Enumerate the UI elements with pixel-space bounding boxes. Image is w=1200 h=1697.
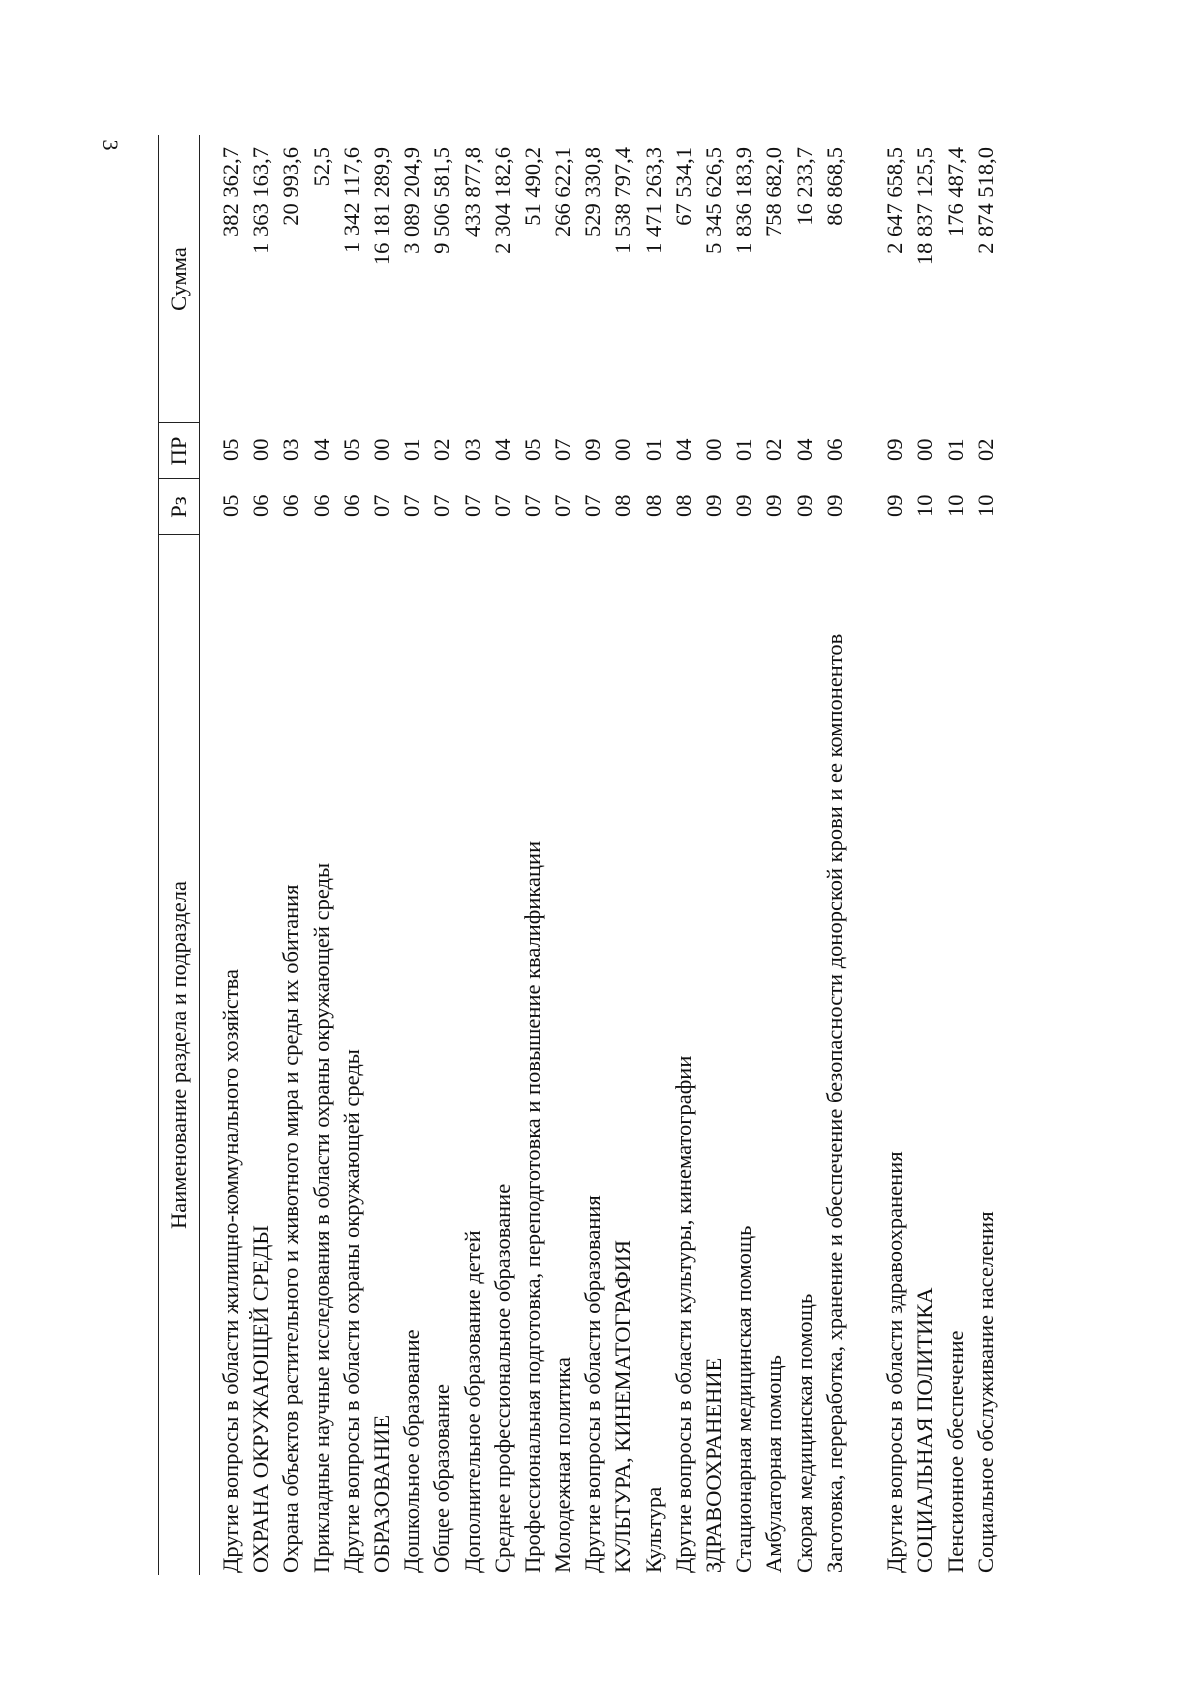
row-rz: 09: [761, 494, 787, 517]
row-rz: 09: [821, 494, 847, 517]
row-pr: 00: [701, 438, 726, 461]
budget-table: [158, 135, 998, 1575]
row-sum: 1 471 263,3: [640, 147, 666, 254]
table-row: [488, 135, 518, 1575]
row-pr: 05: [218, 438, 243, 461]
page-number: 3: [98, 139, 123, 151]
row-sum: 382 362,7: [218, 147, 243, 237]
row-pr: 00: [368, 438, 394, 461]
row-rz: 08: [610, 494, 636, 517]
row-name: Стационарная медицинская помощь: [731, 1225, 757, 1573]
row-rz: 07: [429, 494, 455, 517]
table-row: [216, 135, 246, 1575]
row-pr: 05: [519, 438, 545, 461]
row-rz: 09: [701, 494, 726, 517]
row-sum: 1 342 117,6: [338, 147, 364, 254]
row-rz: 09: [882, 494, 908, 517]
table-row: [337, 135, 367, 1575]
row-sum: 16 181 289,9: [368, 147, 394, 266]
table-row: [367, 135, 397, 1575]
table-row: [518, 135, 548, 1575]
row-name: Социальное обслуживание населения: [972, 1211, 998, 1573]
row-rz: 07: [550, 494, 576, 517]
row-pr: 00: [610, 438, 636, 461]
table-header: [158, 135, 200, 1575]
table-row: [397, 135, 427, 1575]
table-row: [790, 135, 820, 1575]
row-name: Дополнительное образование детей: [459, 1230, 485, 1573]
row-sum: 51 490,2: [519, 147, 545, 226]
row-name: ОБРАЗОВАНИЕ: [368, 1414, 394, 1573]
row-name: Среднее профессиональное образование: [489, 1183, 515, 1573]
row-sum: 86 868,5: [821, 147, 847, 226]
row-pr: 04: [670, 438, 696, 461]
row-name: Прикладные научные исследования в области охраны окружающей среды: [308, 862, 334, 1573]
table-row: [820, 135, 880, 1575]
row-sum: 1 363 163,7: [248, 147, 274, 254]
row-pr: 09: [580, 438, 606, 461]
table-row: [910, 135, 940, 1575]
row-rz: 07: [519, 494, 545, 517]
row-pr: 01: [731, 438, 757, 461]
row-name: Заготовка, переработка, хранение и обеспечение безопасности донорской крови и ее компонентов: [821, 633, 847, 1573]
row-name: Дошкольное образование: [399, 1329, 425, 1573]
row-pr: 04: [308, 438, 334, 461]
row-sum: 18 837 125,5: [912, 147, 938, 266]
header-sum: Сумма: [166, 247, 191, 311]
row-sum: 20 993,6: [278, 147, 304, 226]
row-rz: 06: [248, 494, 274, 517]
row-name: Другие вопросы в области культуры, кинематографии: [670, 1055, 696, 1573]
table-row: [639, 135, 669, 1575]
table-row: [276, 135, 306, 1575]
table-row: [699, 135, 729, 1575]
row-sum: 758 682,0: [761, 147, 787, 237]
row-rz: 05: [218, 494, 243, 517]
row-rz: 06: [338, 494, 364, 517]
table-row: [608, 135, 638, 1575]
row-name: ЗДРАВООХРАНЕНИЕ: [701, 1357, 726, 1573]
row-sum: 2 304 182,6: [489, 147, 515, 254]
row-sum: 529 330,8: [580, 147, 606, 237]
header-pr: ПР: [166, 436, 191, 466]
row-sum: 1 836 183,9: [731, 147, 757, 254]
row-name: ОХРАНА ОКРУЖАЮЩЕЙ СРЕДЫ: [248, 1225, 274, 1573]
row-rz: 08: [640, 494, 666, 517]
row-rz: 10: [972, 494, 998, 517]
row-pr: 02: [429, 438, 455, 461]
row-name: Другие вопросы в области жилищно-коммунального хозяйства: [218, 969, 243, 1573]
row-rz: 07: [580, 494, 606, 517]
row-pr: 02: [972, 438, 998, 461]
row-rz: 09: [731, 494, 757, 517]
table-row: [458, 135, 488, 1575]
row-rz: 09: [791, 494, 817, 517]
table-row: [427, 135, 457, 1575]
row-rz: 06: [278, 494, 304, 517]
table-row: [246, 135, 276, 1575]
row-name: Скорая медицинская помощь: [791, 1293, 817, 1573]
table-row: [578, 135, 608, 1575]
table-body: [216, 135, 1001, 1575]
row-rz: 10: [942, 494, 968, 517]
row-pr: 02: [761, 438, 787, 461]
row-pr: 00: [912, 438, 938, 461]
row-rz: 10: [912, 494, 938, 517]
row-sum: 2 647 658,5: [882, 147, 908, 254]
row-rz: 08: [670, 494, 696, 517]
table-row: [307, 135, 337, 1575]
table-row: [548, 135, 578, 1575]
header-rz: Рз: [166, 496, 191, 518]
row-sum: 52,5: [308, 147, 334, 187]
table-row: [971, 135, 1001, 1575]
row-name: Пенсионное обеспечение: [942, 1330, 968, 1573]
row-name: Общее образование: [429, 1384, 455, 1573]
row-name: Амбулаторная помощь: [761, 1355, 787, 1573]
row-sum: 3 089 204,9: [399, 147, 425, 254]
row-pr: 03: [278, 438, 304, 461]
row-name: Охрана объектов растительного и животного мира и среды их обитания: [278, 884, 304, 1573]
row-sum: 67 534,1: [670, 147, 696, 226]
table-row: [729, 135, 759, 1575]
header-name: Наименование раздела и подраздела: [166, 881, 191, 1229]
row-sum: 433 877,8: [459, 147, 485, 237]
row-sum: 176 487,4: [942, 147, 968, 237]
table-row: [759, 135, 789, 1575]
row-pr: 01: [942, 438, 968, 461]
row-name: Другие вопросы в области охраны окружающей среды: [338, 1049, 364, 1573]
row-rz: 06: [308, 494, 334, 517]
row-pr: 07: [550, 438, 576, 461]
row-sum: 1 538 797,4: [610, 147, 636, 254]
row-pr: 01: [399, 438, 425, 461]
row-sum: 16 233,7: [791, 147, 817, 226]
row-name: Молодежная политика: [550, 1357, 576, 1573]
row-name: Другие вопросы в области здравоохранения: [882, 1151, 908, 1573]
row-sum: 2 874 518,0: [972, 147, 998, 254]
row-pr: 04: [489, 438, 515, 461]
row-name: Культура: [640, 1486, 666, 1573]
row-pr: 04: [791, 438, 817, 461]
row-pr: 03: [459, 438, 485, 461]
row-rz: 07: [368, 494, 394, 517]
row-rz: 07: [459, 494, 485, 517]
table-row: [941, 135, 971, 1575]
row-name: СОЦИАЛЬНАЯ ПОЛИТИКА: [912, 1287, 938, 1573]
row-pr: 05: [338, 438, 364, 461]
row-pr: 00: [248, 438, 274, 461]
row-sum: 9 506 581,5: [429, 147, 455, 254]
row-name: Профессиональная подготовка, переподготовка и повышение квалификации: [519, 840, 545, 1573]
row-sum: 5 345 626,5: [701, 147, 726, 254]
table-row: [880, 135, 910, 1575]
row-sum: 266 622,1: [550, 147, 576, 237]
row-rz: 07: [489, 494, 515, 517]
row-rz: 07: [399, 494, 425, 517]
row-pr: 01: [640, 438, 666, 461]
row-pr: 09: [882, 438, 908, 461]
row-pr: 06: [821, 438, 847, 461]
table-row: [669, 135, 699, 1575]
row-name: Другие вопросы в области образования: [580, 1195, 606, 1573]
row-name: КУЛЬТУРА, КИНЕМАТОГРАФИЯ: [610, 1240, 636, 1573]
